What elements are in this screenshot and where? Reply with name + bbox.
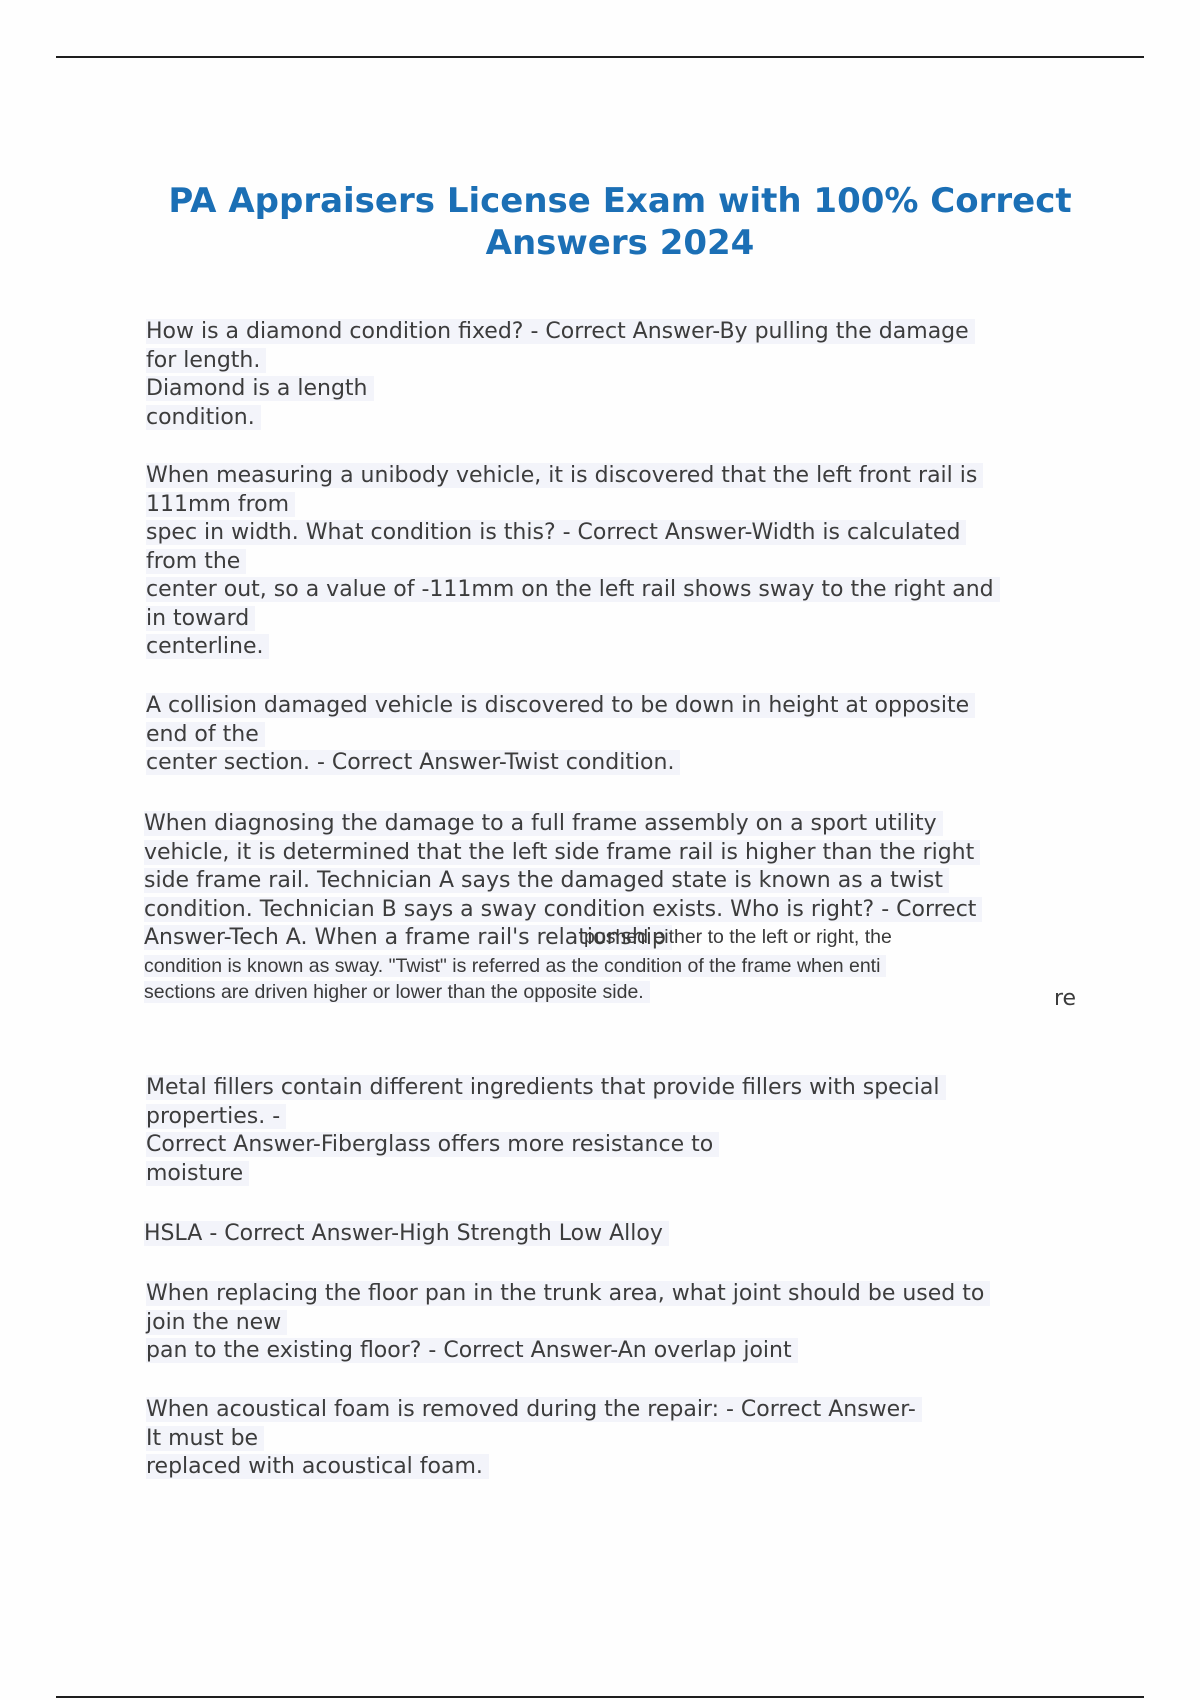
text-line: join the new	[146, 1310, 287, 1335]
title-line-1: PA Appraisers License Exam with 100% Correct	[168, 181, 1072, 221]
text-line: condition is known as sway. "Twist" is referred as the condition of the frame when enti	[144, 955, 886, 977]
bottom-rule	[56, 1696, 1144, 1698]
qa-twist-height	[146, 692, 975, 778]
text-line: replaced with acoustical foam.	[146, 1454, 489, 1479]
text-line: in toward	[146, 606, 255, 631]
text-line: moisture	[146, 1161, 249, 1186]
text-line: When replacing the floor pan in the trunk area, what joint should be used to	[146, 1281, 990, 1306]
text-line: When diagnosing the damage to a full frame assembly on a sport utility	[144, 811, 943, 836]
text-line: Correct Answer-Fiberglass offers more resistance to	[146, 1132, 719, 1157]
text-line: Metal fillers contain different ingredients that provide fillers with special	[146, 1075, 946, 1100]
text-line: HSLA - Correct Answer-High Strength Low Alloy	[144, 1221, 669, 1246]
text-line: When measuring a unibody vehicle, it is discovered that the left front rail is	[146, 463, 983, 488]
text-line: 111mm from	[146, 492, 295, 517]
text-line: It must be	[146, 1426, 264, 1451]
qa-metal-fillers	[146, 1074, 946, 1188]
text-line: sections are driven higher or lower than the opposite side.	[144, 981, 650, 1003]
top-rule	[56, 56, 1144, 58]
text-line: vehicle, it is determined that the left side frame rail is higher than the right	[144, 840, 980, 865]
text-line: condition.	[146, 405, 261, 430]
stray-text: re	[1054, 986, 1077, 1011]
qa-floor-pan-joint	[146, 1280, 990, 1366]
text-line: for length.	[146, 348, 266, 373]
text-line: pan to the existing floor? - Correct Answer-An overlap joint	[146, 1338, 798, 1363]
qa-diamond-condition	[146, 318, 975, 432]
qa-hsla	[144, 1220, 669, 1249]
text-line: A collision damaged vehicle is discovered to be down in height at opposite	[146, 693, 975, 718]
text-line: center out, so a value of -111mm on the left rail shows sway to the right and	[146, 577, 1000, 602]
text-line: condition. Technician B says a sway condition exists. Who is right? - Correct	[144, 897, 982, 922]
text-line: properties. -	[146, 1104, 286, 1129]
text-line: Diamond is a length	[146, 376, 374, 401]
text-line: side frame rail. Technician A says the damaged state is known as a twist	[144, 868, 949, 893]
text-line: Answer-Tech A. When a frame rail's relationship	[144, 925, 672, 950]
text-line: end of the	[146, 722, 265, 747]
title-line-2: Answers 2024	[485, 223, 755, 263]
page-title	[100, 180, 1140, 264]
text-line: When acoustical foam is removed during the repair: - Correct Answer-	[146, 1397, 922, 1422]
qa-full-frame-sway	[144, 810, 982, 1006]
text-line: spec in width. What condition is this? - Correct Answer-Width is calculated	[146, 520, 966, 545]
overlapping-text: pushed either to the left or right, the	[584, 926, 892, 948]
qa-unibody-width	[146, 462, 1000, 662]
qa-acoustical-foam	[146, 1396, 922, 1482]
text-line: centerline.	[146, 634, 269, 659]
text-line: center section. - Correct Answer-Twist condition.	[146, 750, 680, 775]
text-line: How is a diamond condition fixed? - Correct Answer-By pulling the damage	[146, 319, 975, 344]
text-line: from the	[146, 549, 246, 574]
